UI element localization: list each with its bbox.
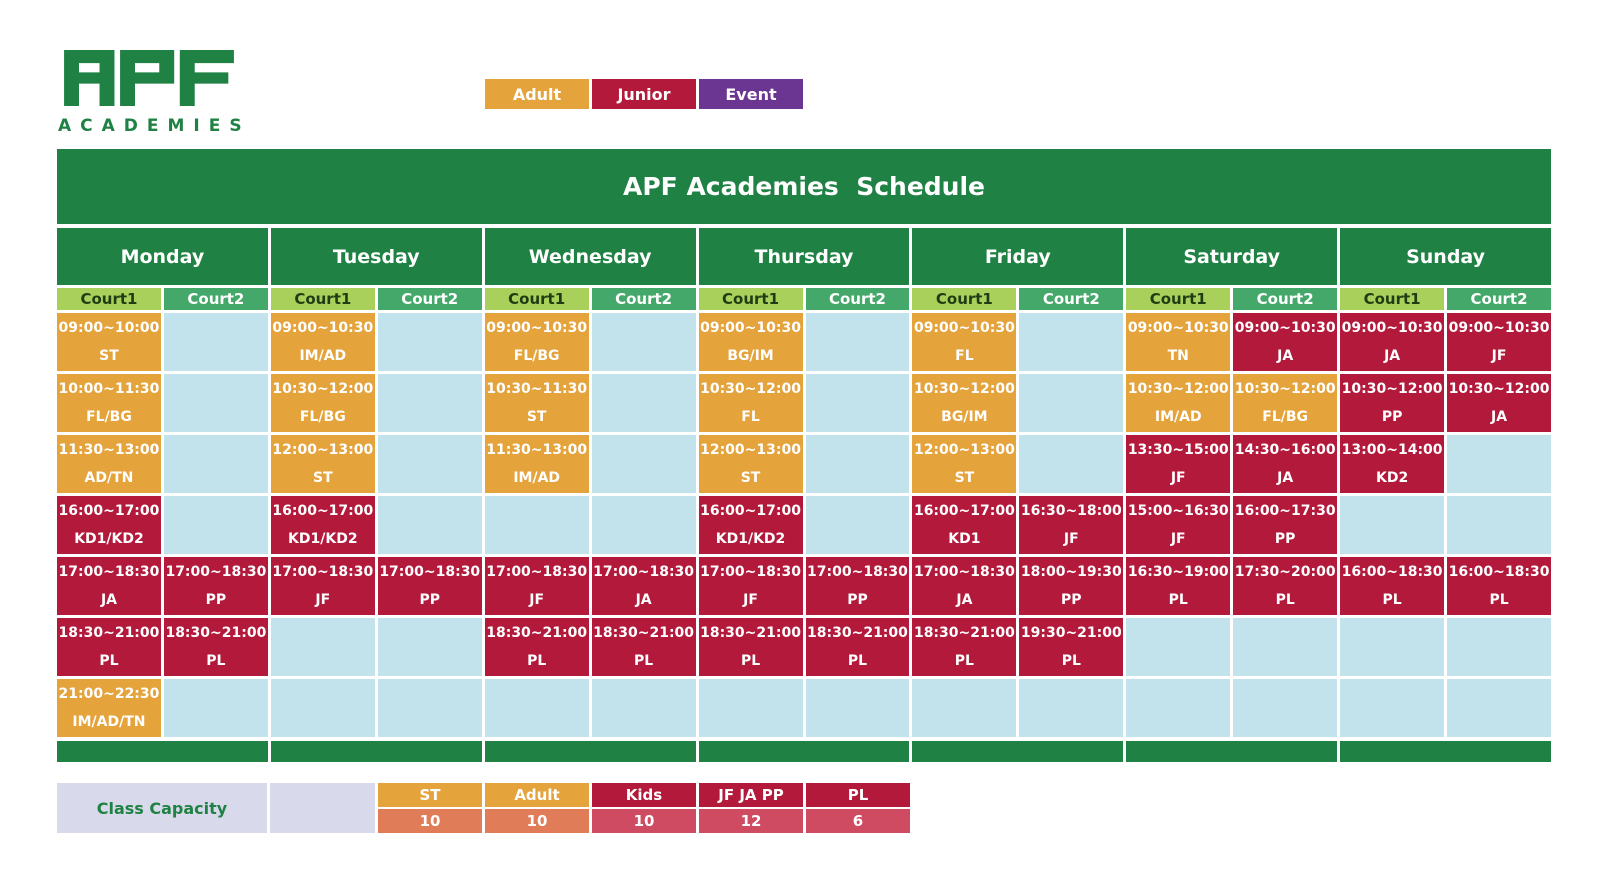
class-slot [485, 435, 589, 493]
slot-time: 16:00~17:00 [272, 503, 374, 519]
slot-code: FL/BG [86, 409, 132, 425]
class-slot [1233, 557, 1337, 615]
slot-time: 17:00~18:30 [700, 564, 801, 580]
slot-code: KD1 [948, 531, 981, 547]
class-slot [912, 618, 1016, 676]
court-header: Court2 [806, 288, 910, 310]
court-header: Court2 [592, 288, 696, 310]
court-header: Court2 [1019, 288, 1123, 310]
empty-slot [699, 679, 803, 737]
class-slot [1447, 313, 1551, 371]
slot-time: 16:30~18:00 [1020, 503, 1122, 519]
slot-code: JF [1170, 531, 1186, 547]
slot-code: JA [1384, 348, 1401, 364]
slot-code: PL [1382, 592, 1402, 608]
slot-code: IM/AD [513, 470, 561, 486]
court-header: Court1 [57, 288, 161, 310]
slot-code: IM/AD [1154, 409, 1202, 425]
capacity-item-label: JF JA PP [699, 783, 803, 807]
slot-code: PP [205, 592, 227, 608]
empty-slot [806, 313, 910, 371]
class-slot [699, 313, 803, 371]
empty-slot [806, 374, 910, 432]
slot-time: 17:00~18:30 [379, 564, 481, 580]
day-header-saturday: Saturday [1126, 228, 1337, 285]
class-slot [806, 618, 910, 676]
slot-code: PP [419, 592, 440, 608]
slot-code: PL [1489, 592, 1509, 608]
day-header-tuesday: Tuesday [271, 228, 482, 285]
footer-bar [57, 741, 1551, 762]
empty-slot [378, 435, 482, 493]
empty-slot [806, 435, 910, 493]
empty-slot [1340, 679, 1444, 737]
slot-time: 18:30~21:00 [58, 625, 160, 641]
slot-time: 10:30~12:00 [1127, 381, 1229, 397]
class-slot [699, 496, 803, 554]
slot-code: JA [956, 592, 973, 608]
slot-time: 09:00~10:30 [486, 320, 588, 336]
class-slot [1019, 496, 1123, 554]
court-header: Court1 [1126, 288, 1230, 310]
capacity-item-label: Adult [485, 783, 589, 807]
slot-code: JA [100, 592, 117, 608]
capacity-item-value: 10 [378, 809, 482, 833]
slot-time: 09:00~10:00 [58, 320, 160, 336]
class-slot [1126, 374, 1230, 432]
capacity-item-label: PL [806, 783, 910, 807]
empty-slot [592, 313, 696, 371]
footer-segment [271, 741, 482, 762]
slot-time: 16:00~18:30 [1341, 564, 1443, 580]
slot-time: 12:00~13:00 [913, 442, 1015, 458]
legend-event: Event [699, 79, 803, 109]
slot-code: KD2 [1375, 470, 1409, 486]
slot-time: 09:00~10:30 [272, 320, 374, 336]
class-slot [806, 557, 910, 615]
class-slot [1126, 557, 1230, 615]
footer-segment [1126, 741, 1337, 762]
court-header: Court1 [1340, 288, 1444, 310]
class-slot [912, 313, 1016, 371]
slot-time: 11:30~13:00 [58, 442, 160, 458]
empty-slot [1447, 435, 1551, 493]
slot-time: 15:00~16:30 [1127, 503, 1229, 519]
slot-time: 17:00~18:30 [486, 564, 588, 580]
capacity-item [806, 783, 910, 833]
schedule-title: APF Academies Schedule [57, 149, 1551, 224]
class-capacity [57, 783, 910, 833]
slot-code: ST [312, 470, 333, 486]
slot-time: 17:00~18:30 [807, 564, 908, 580]
slot-time: 18:30~21:00 [593, 625, 695, 641]
slot-code: TN [1167, 348, 1189, 364]
logo-subtitle: ACADEMIES [58, 116, 251, 136]
empty-slot [1447, 618, 1551, 676]
class-slot [912, 435, 1016, 493]
class-slot [57, 435, 161, 493]
empty-slot [592, 374, 696, 432]
slot-time: 09:00~10:30 [913, 320, 1015, 336]
class-slot [271, 374, 375, 432]
apf-logo-letters [58, 50, 240, 106]
slot-time: 10:30~11:30 [486, 381, 588, 397]
capacity-item [592, 783, 696, 833]
slot-time: 17:00~18:30 [272, 564, 374, 580]
slot-time: 16:00~17:00 [700, 503, 801, 519]
slot-code: PL [740, 653, 761, 669]
class-slot [1340, 313, 1444, 371]
day-header-monday: Monday [57, 228, 268, 285]
slot-code: JF [1491, 348, 1507, 364]
empty-slot [1340, 618, 1444, 676]
class-slot [485, 313, 589, 371]
slot-time: 14:30~16:00 [1234, 442, 1336, 458]
slot-code: KD1/KD2 [715, 531, 786, 547]
capacity-item-label: ST [378, 783, 482, 807]
slot-code: FL/BG [1262, 409, 1309, 425]
slot-code: PL [1061, 653, 1081, 669]
capacity-item [378, 783, 482, 833]
slot-time: 18:00~19:30 [1020, 564, 1122, 580]
slot-time: 18:30~21:00 [700, 625, 801, 641]
capacity-item [485, 783, 589, 833]
empty-slot [1019, 435, 1123, 493]
class-slot [57, 496, 161, 554]
class-slot [699, 374, 803, 432]
class-slot [592, 557, 696, 615]
class-slot [271, 313, 375, 371]
slot-time: 10:30~12:00 [1341, 381, 1443, 397]
empty-slot [1019, 374, 1123, 432]
day-header-friday: Friday [912, 228, 1123, 285]
empty-slot [1019, 313, 1123, 371]
slot-code: PL [634, 653, 654, 669]
class-slot [912, 557, 1016, 615]
class-slot [1233, 313, 1337, 371]
slot-code: PL [206, 653, 226, 669]
slot-time: 09:00~10:30 [700, 320, 801, 336]
empty-slot [592, 496, 696, 554]
class-slot [1340, 374, 1444, 432]
slot-time: 18:30~21:00 [913, 625, 1015, 641]
slot-code: JA [1277, 348, 1294, 364]
class-slot [485, 557, 589, 615]
slot-time: 17:30~20:00 [1234, 564, 1336, 580]
class-slot [1233, 374, 1337, 432]
slot-time: 10:00~11:30 [58, 381, 160, 397]
legend-adult: Adult [485, 79, 589, 109]
empty-slot [164, 679, 268, 737]
footer-segment [485, 741, 696, 762]
empty-slot [164, 374, 268, 432]
slot-code: KD1/KD2 [74, 531, 144, 547]
empty-slot [806, 496, 910, 554]
empty-slot [485, 679, 589, 737]
legend-junior: Junior [592, 79, 696, 109]
class-slot [57, 313, 161, 371]
class-slot [164, 618, 268, 676]
slot-time: 18:30~21:00 [807, 625, 908, 641]
slot-time: 19:30~21:00 [1020, 625, 1122, 641]
slot-time: 10:30~12:00 [913, 381, 1015, 397]
class-slot [1019, 618, 1123, 676]
day-header-wednesday: Wednesday [485, 228, 696, 285]
class-slot [1340, 557, 1444, 615]
slot-code: FL [955, 348, 974, 364]
slot-time: 10:30~12:00 [1448, 381, 1550, 397]
court-header: Court1 [485, 288, 589, 310]
class-slot [57, 679, 161, 737]
class-slot [271, 557, 375, 615]
slot-code: PL [527, 653, 547, 669]
slot-code: KD1/KD2 [288, 531, 358, 547]
class-slot [592, 618, 696, 676]
slot-code: PP [1274, 531, 1296, 547]
class-slot [57, 557, 161, 615]
slot-code: IM/AD [299, 348, 347, 364]
empty-slot [378, 618, 482, 676]
day-header-sunday: Sunday [1340, 228, 1551, 285]
empty-slot [164, 496, 268, 554]
empty-slot [1447, 496, 1551, 554]
court-header: Court1 [912, 288, 1016, 310]
footer-segment [57, 741, 268, 762]
class-slot [1233, 435, 1337, 493]
class-slot [912, 496, 1016, 554]
class-slot [485, 374, 589, 432]
capacity-item [699, 783, 803, 833]
slot-time: 21:00~22:30 [58, 686, 160, 702]
capacity-item-value: 6 [806, 809, 910, 833]
empty-slot [378, 374, 482, 432]
slot-time: 10:30~12:00 [272, 381, 374, 397]
slot-time: 17:00~18:30 [913, 564, 1015, 580]
slot-time: 13:30~15:00 [1127, 442, 1229, 458]
empty-slot [1233, 679, 1337, 737]
slot-time: 09:00~10:30 [1448, 320, 1550, 336]
class-slot [271, 435, 375, 493]
slot-code: PL [1275, 592, 1295, 608]
empty-slot [1126, 679, 1230, 737]
empty-slot [485, 496, 589, 554]
slot-code: ST [99, 348, 119, 364]
slot-code: BG/IM [941, 409, 988, 425]
slot-code: FL/BG [299, 409, 346, 425]
legend [485, 79, 803, 109]
empty-slot [912, 679, 1016, 737]
slot-code: PP [1061, 592, 1082, 608]
slot-code: JF [315, 592, 331, 608]
empty-slot [592, 679, 696, 737]
slot-time: 17:00~18:30 [58, 564, 160, 580]
slot-code: PP [847, 592, 868, 608]
schedule-grid [57, 228, 1551, 737]
slot-code: PL [847, 653, 868, 669]
court-header: Court2 [378, 288, 482, 310]
slot-time: 16:00~17:00 [58, 503, 160, 519]
empty-slot [164, 313, 268, 371]
class-slot [1126, 496, 1230, 554]
slot-code: ST [526, 409, 547, 425]
court-header: Court1 [271, 288, 375, 310]
empty-slot [271, 679, 375, 737]
slot-code: JF [743, 592, 758, 608]
empty-slot [378, 313, 482, 371]
capacity-blank [270, 783, 375, 833]
footer-segment [1340, 741, 1551, 762]
slot-code: BG/IM [727, 348, 774, 364]
court-header: Court2 [164, 288, 268, 310]
class-slot [164, 557, 268, 615]
slot-code: FL/BG [513, 348, 560, 364]
footer-segment [699, 741, 910, 762]
empty-slot [592, 435, 696, 493]
slot-code: JA [635, 592, 652, 608]
slot-time: 18:30~21:00 [486, 625, 588, 641]
slot-code: JF [529, 592, 545, 608]
empty-slot [378, 679, 482, 737]
class-slot [1447, 557, 1551, 615]
class-slot [271, 496, 375, 554]
empty-slot [378, 496, 482, 554]
class-slot [57, 618, 161, 676]
capacity-label: Class Capacity [57, 783, 267, 833]
slot-time: 16:00~18:30 [1448, 564, 1550, 580]
class-slot [1126, 435, 1230, 493]
empty-slot [1233, 618, 1337, 676]
class-slot [699, 435, 803, 493]
slot-code: JA [1491, 409, 1508, 425]
slot-time: 17:00~18:30 [165, 564, 267, 580]
empty-slot [1340, 496, 1444, 554]
empty-slot [806, 679, 910, 737]
class-slot [1340, 435, 1444, 493]
slot-code: JF [1170, 470, 1186, 486]
empty-slot [1126, 618, 1230, 676]
empty-slot [1447, 679, 1551, 737]
slot-time: 16:30~19:00 [1127, 564, 1229, 580]
class-slot [1126, 313, 1230, 371]
slot-code: PL [99, 653, 119, 669]
slot-code: JF [1063, 531, 1079, 547]
slot-time: 09:00~10:30 [1234, 320, 1336, 336]
class-slot [699, 618, 803, 676]
slot-code: FL [741, 409, 760, 425]
slot-time: 11:30~13:00 [486, 442, 588, 458]
class-slot [1019, 557, 1123, 615]
court-header: Court1 [699, 288, 803, 310]
capacity-item-value: 10 [485, 809, 589, 833]
slot-code: PL [954, 653, 974, 669]
empty-slot [271, 618, 375, 676]
slot-time: 13:00~14:00 [1341, 442, 1443, 458]
slot-time: 12:00~13:00 [272, 442, 374, 458]
class-slot [485, 618, 589, 676]
capacity-item-value: 10 [592, 809, 696, 833]
court-header: Court2 [1233, 288, 1337, 310]
class-slot [378, 557, 482, 615]
capacity-item-label: Kids [592, 783, 696, 807]
slot-code: PL [1168, 592, 1188, 608]
footer-segment [912, 741, 1123, 762]
slot-code: IM/AD/TN [72, 714, 146, 730]
slot-time: 10:30~12:00 [700, 381, 801, 397]
slot-code: PP [1381, 409, 1403, 425]
slot-time: 16:00~17:30 [1234, 503, 1336, 519]
empty-slot [164, 435, 268, 493]
slot-time: 16:00~17:00 [913, 503, 1015, 519]
empty-slot [1019, 679, 1123, 737]
class-slot [699, 557, 803, 615]
slot-code: ST [740, 470, 761, 486]
class-slot [1233, 496, 1337, 554]
slot-time: 09:00~10:30 [1341, 320, 1443, 336]
slot-time: 10:30~12:00 [1234, 381, 1336, 397]
apf-logo [58, 50, 251, 145]
slot-code: ST [954, 470, 975, 486]
slot-code: AD/TN [84, 470, 134, 486]
slot-time: 12:00~13:00 [700, 442, 801, 458]
slot-code: JA [1277, 470, 1294, 486]
court-header: Court2 [1447, 288, 1551, 310]
slot-time: 17:00~18:30 [593, 564, 695, 580]
slot-time: 18:30~21:00 [165, 625, 267, 641]
slot-time: 09:00~10:30 [1127, 320, 1229, 336]
capacity-item-value: 12 [699, 809, 803, 833]
day-header-thursday: Thursday [699, 228, 910, 285]
class-slot [1447, 374, 1551, 432]
class-slot [912, 374, 1016, 432]
class-slot [57, 374, 161, 432]
